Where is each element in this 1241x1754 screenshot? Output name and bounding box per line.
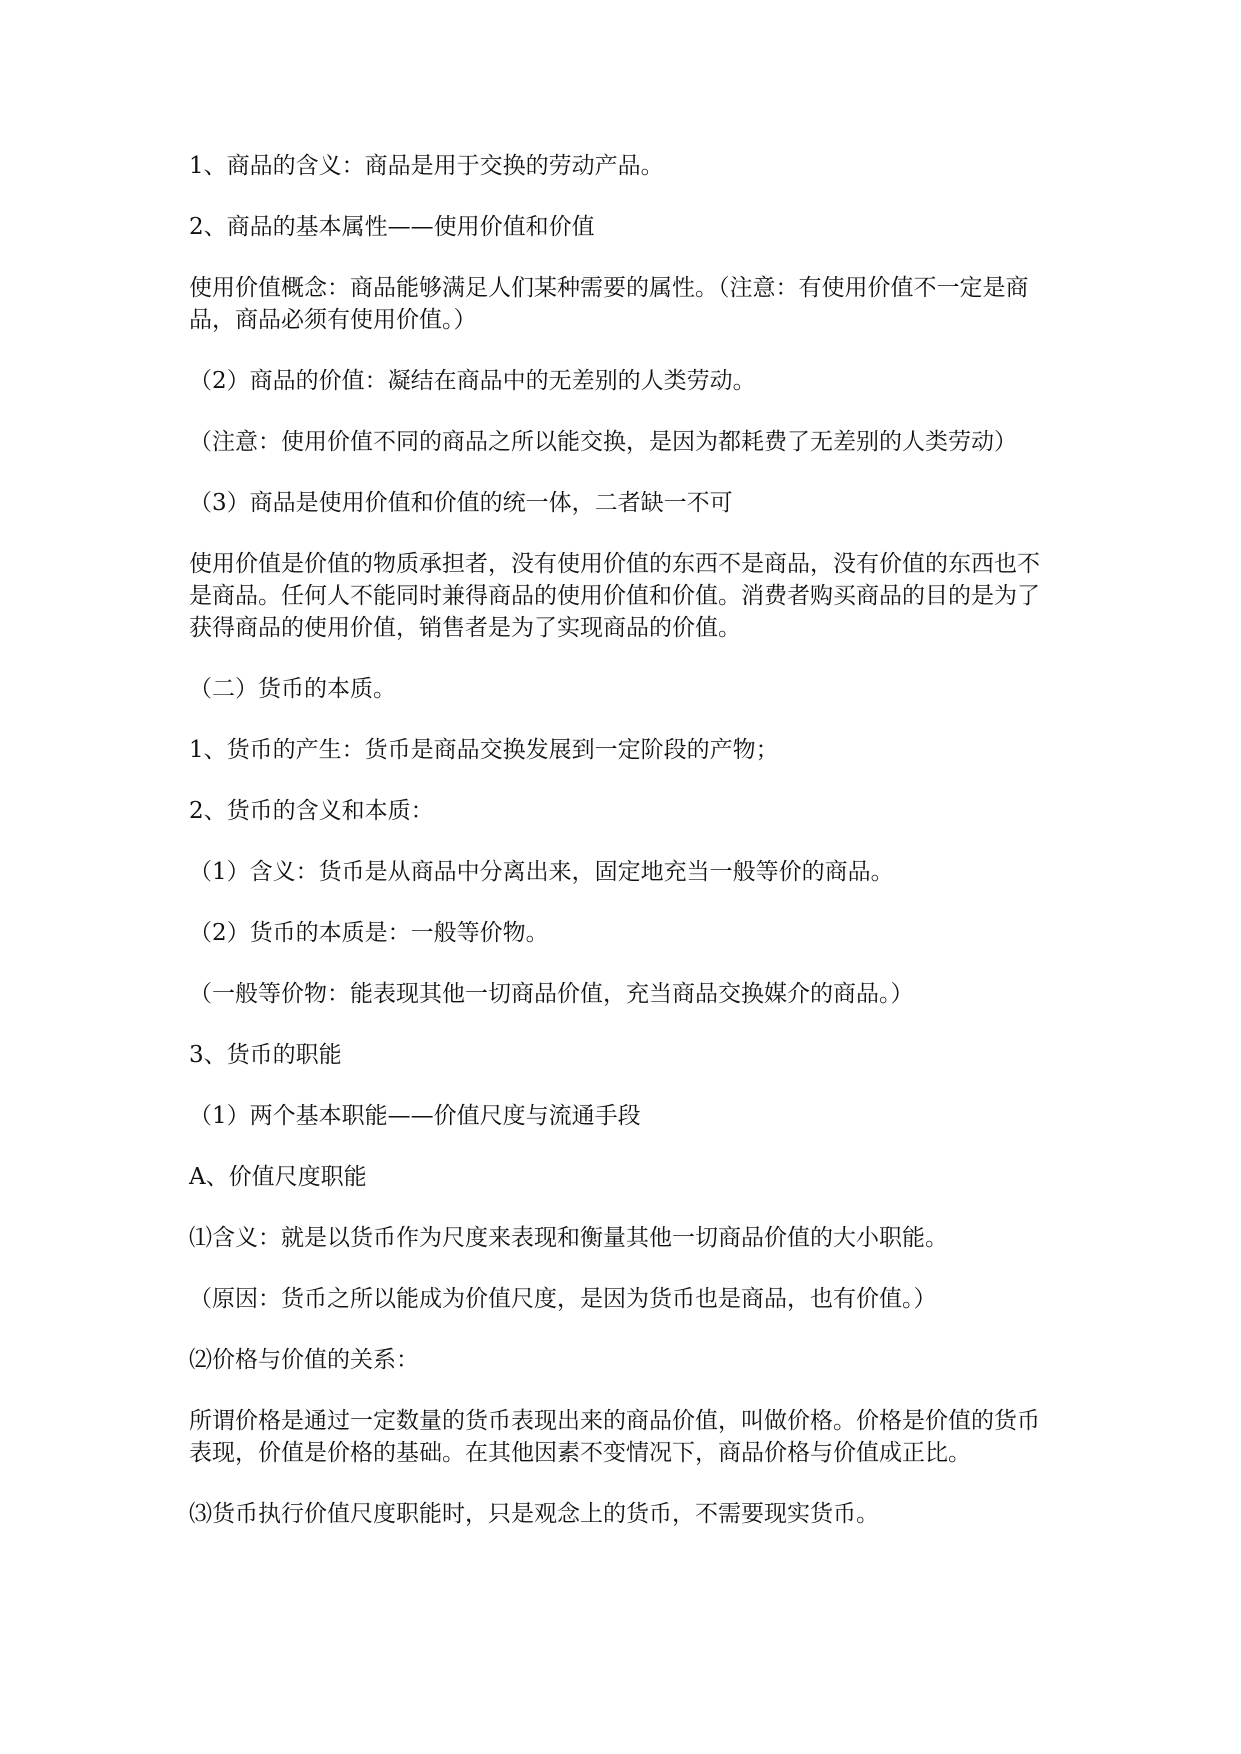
paragraph: （原因：货币之所以能成为价值尺度，是因为货币也是商品，也有价值。） (189, 1286, 937, 1312)
paragraph: 2、商品的基本属性——使用价值和价值 (189, 214, 595, 240)
paragraph: 3、货币的职能 (189, 1042, 342, 1068)
paragraph: （2）商品的价值：凝结在商品中的无差别的人类劳动。 (189, 368, 756, 394)
paragraph: （1）两个基本职能——价值尺度与流通手段 (189, 1103, 641, 1129)
paragraph: （1）含义：货币是从商品中分离出来，固定地充当一般等价的商品。 (189, 859, 894, 885)
paragraph: 2、货币的含义和本质： (189, 798, 434, 824)
paragraph: 1、商品的含义：商品是用于交换的劳动产品。 (189, 153, 664, 179)
paragraph: 所谓价格是通过一定数量的货币表现出来的商品价值，叫做价格。价格是价值的货币表现，价值是价格的基础。在其他因素不变情况下，商品价格与价值成正比。 (189, 1408, 1040, 1466)
paragraph: ⑶货币执行价值尺度职能时，只是观念上的货币，不需要现实货币。 (189, 1501, 879, 1527)
paragraph: （二）货币的本质。 (189, 676, 396, 702)
paragraph: 使用价值概念：商品能够满足人们某种需要的属性。（注意：有使用价值不一定是商品，商品必须有使用价值。） (189, 275, 1029, 333)
paragraph: （2）货币的本质是：一般等价物。 (189, 920, 549, 946)
paragraph: ⑴含义：就是以货币作为尺度来表现和衡量其他一切商品价值的大小职能。 (189, 1225, 948, 1251)
paragraph: 使用价值是价值的物质承担者，没有使用价值的东西不是商品，没有价值的东西也不是商品。任何人不能同时兼得商品的使用价值和价值。消费者购买商品的目的是为了获得商品的使用价值，销售者是为了实现商品的价值。 (189, 551, 1040, 641)
paragraph: （注意：使用价值不同的商品之所以能交换，是因为都耗费了无差别的人类劳动） (189, 429, 1017, 455)
paragraph: A、价值尺度职能 (189, 1164, 367, 1190)
paragraph: （一般等价物：能表现其他一切商品价值，充当商品交换媒介的商品。） (189, 981, 914, 1007)
paragraph: ⑵价格与价值的关系： (189, 1347, 419, 1373)
paragraph: 1、货币的产生：货币是商品交换发展到一定阶段的产物； (189, 737, 779, 763)
document-body (189, 150, 1059, 1559)
paragraph: （3）商品是使用价值和价值的统一体，二者缺一不可 (189, 490, 733, 516)
